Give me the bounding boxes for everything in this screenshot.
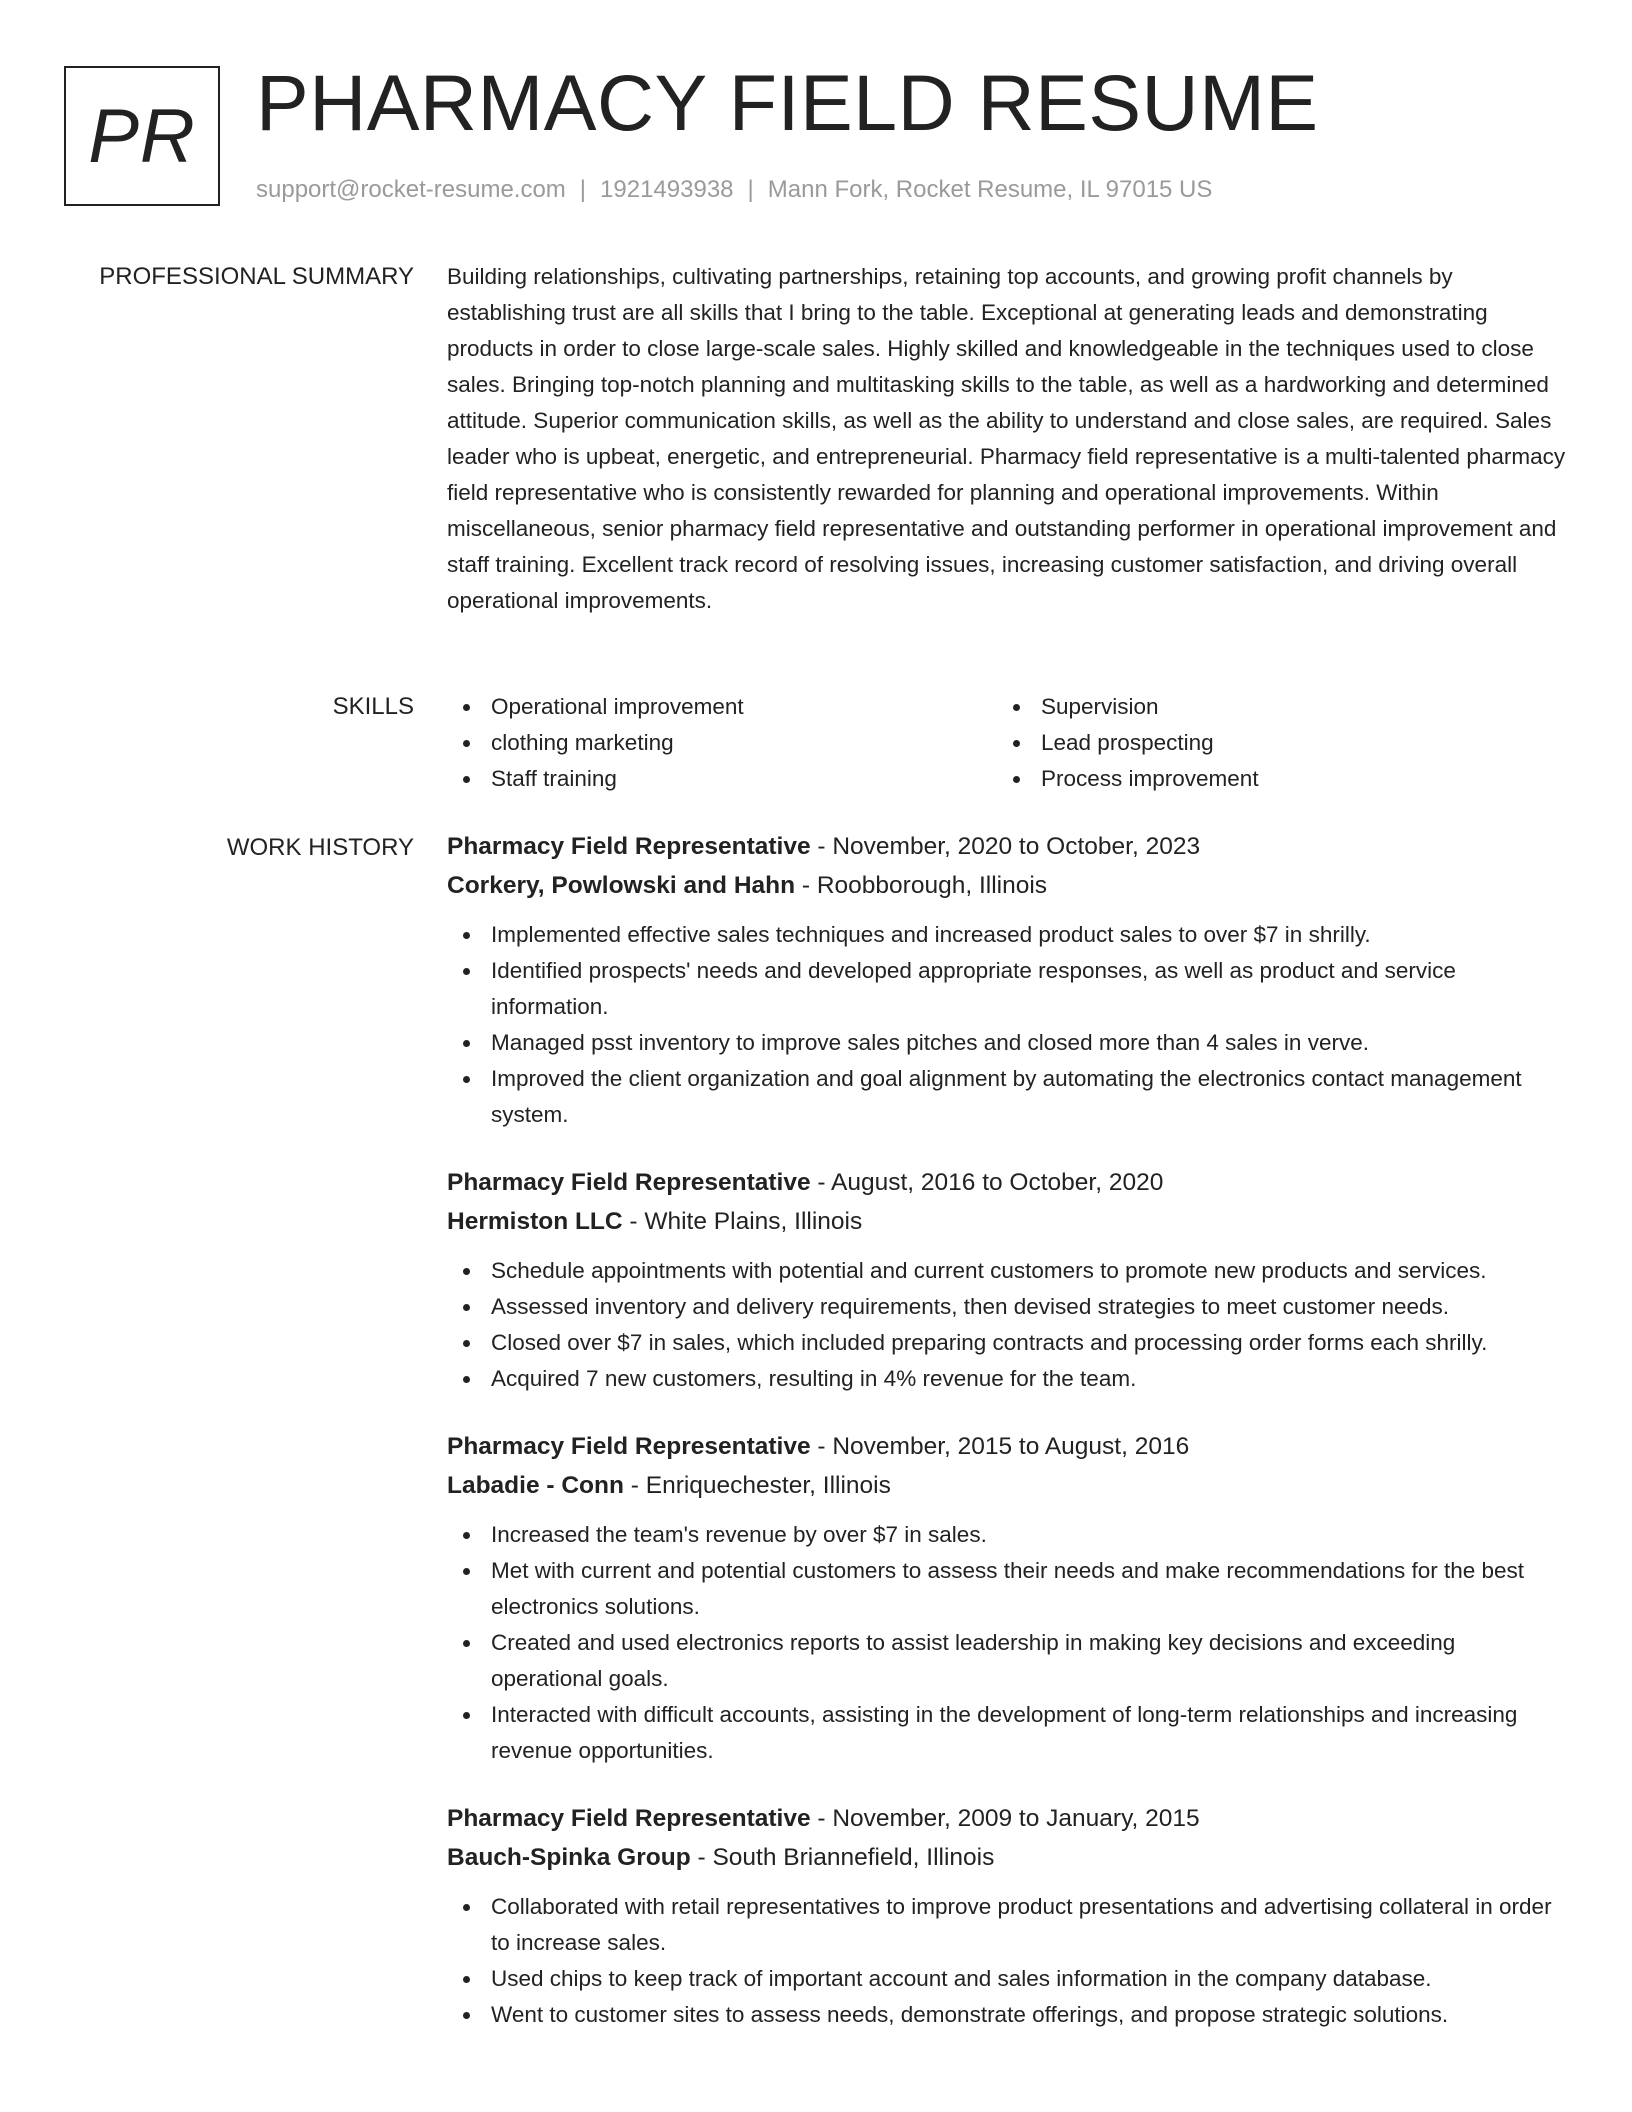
contact-line (256, 176, 1212, 204)
job-title: Pharmacy Field Representative (447, 1433, 811, 1460)
job-bullet: Implemented effective sales techniques and increased product sales to over $7 in shrilly. (447, 917, 1567, 953)
job-bullet: Used chips to keep track of important account and sales information in the company database. (447, 1961, 1567, 1997)
job-location: - Roobborough, Illinois (795, 872, 1048, 899)
monogram-initials: PR (88, 93, 196, 179)
job-bullet: Increased the team's revenue by over $7 in sales. (447, 1517, 1567, 1553)
job-entry (447, 827, 1567, 1133)
job-bullets (447, 1517, 1567, 1769)
job-title-line (447, 1163, 1567, 1202)
job-company-line (447, 1466, 1567, 1505)
skill-item: Process improvement (997, 761, 1547, 797)
job-company-line (447, 1202, 1567, 1241)
job-title: Pharmacy Field Representative (447, 1805, 811, 1832)
job-company: Hermiston LLC (447, 1208, 623, 1235)
contact-email[interactable]: support@rocket-resume.com (256, 176, 566, 203)
job-dates: - November, 2009 to January, 2015 (810, 1805, 1200, 1832)
job-company-line (447, 866, 1567, 905)
job-bullet: Managed psst inventory to improve sales pitches and closed more than 4 sales in verve. (447, 1025, 1567, 1061)
job-company: Bauch-Spinka Group (447, 1844, 691, 1871)
resume-title: PHARMACY FIELD RESUME (256, 58, 1319, 147)
job-entry (447, 1427, 1567, 1769)
skills-grid (447, 689, 1567, 797)
job-bullet: Improved the client organization and goal alignment by automating the electronics contact management system. (447, 1061, 1567, 1133)
job-location: - South Briannefield, Illinois (690, 1844, 995, 1871)
job-dates: - November, 2020 to October, 2023 (810, 833, 1201, 860)
job-entry (447, 1163, 1567, 1397)
job-dates: - August, 2016 to October, 2020 (810, 1169, 1164, 1196)
job-bullet: Created and used electronics reports to assist leadership in making key decisions and exceeding operational goals. (447, 1625, 1567, 1697)
job-title-line (447, 1799, 1567, 1838)
skill-item: Staff training (447, 761, 997, 797)
job-bullet: Schedule appointments with potential and current customers to promote new products and services. (447, 1253, 1567, 1289)
job-location: - White Plains, Illinois (622, 1208, 863, 1235)
job-title: Pharmacy Field Representative (447, 833, 811, 860)
job-bullet: Met with current and potential customers to assess their needs and make recommendations for the best electronics solutions. (447, 1553, 1567, 1625)
job-bullets (447, 1253, 1567, 1397)
job-dates: - November, 2015 to August, 2016 (810, 1433, 1190, 1460)
skill-item: Lead prospecting (997, 725, 1547, 761)
job-entry (447, 1799, 1567, 2033)
skill-item: Supervision (997, 689, 1547, 725)
job-bullets (447, 1889, 1567, 2033)
skills-list-left (447, 689, 997, 797)
job-bullets (447, 917, 1567, 1133)
job-location: - Enriquechester, Illinois (623, 1472, 891, 1499)
job-bullet: Acquired 7 new customers, resulting in 4% revenue for the team. (447, 1361, 1567, 1397)
job-bullet: Collaborated with retail representatives to improve product presentations and advertising collateral in order to increase sales. (447, 1889, 1567, 1961)
job-bullet: Interacted with difficult accounts, assisting in the development of long-term relationships and increasing revenue opportunities. (447, 1697, 1567, 1769)
summary-body (447, 259, 1567, 619)
job-title-line (447, 1427, 1567, 1466)
contact-address: Mann Fork, Rocket Resume, IL 97015 US (767, 176, 1213, 203)
summary-text: Building relationships, cultivating partnerships, retaining top accounts, and growing profit channels by establishing trust are all skills that I bring to the table. Exceptional at generating leads and demonstrating products in order to close large-scale sales. Highly skilled and knowledgeable in the techniques used to close sales. Bringing top-notch planning and multitasking skills to the table, as well as a hardworking and determined attitude. Superior communication skills, as well as the ability to understand and close sales, are required. Sales leader who is upbeat, energetic, and entrepreneurial. Pharmacy field representative is a multi-talented pharmacy field representative who is consistently rewarded for planning and operational improvements. Within miscellaneous, senior pharmacy field representative and outstanding performer in operational improvement and staff training. Excellent track record of resolving issues, increasing customer satisfaction, and driving overall operational improvements. (447, 264, 1566, 613)
contact-phone[interactable]: 1921493938 (600, 176, 734, 203)
job-bullet: Closed over $7 in sales, which included preparing contracts and processing order forms each shrilly. (447, 1325, 1567, 1361)
skills-list-right (997, 689, 1547, 797)
job-company: Labadie - Conn (447, 1472, 624, 1499)
job-title-line (447, 827, 1567, 866)
contact-separator: | (747, 176, 754, 203)
summary-heading: PROFESSIONAL SUMMARY (99, 263, 414, 290)
job-company: Corkery, Powlowski and Hahn (447, 872, 796, 899)
skill-item: Operational improvement (447, 689, 997, 725)
work-history-body (447, 827, 1567, 2063)
monogram-badge (64, 66, 220, 206)
contact-separator: | (579, 176, 587, 203)
skills-heading: SKILLS (332, 693, 414, 720)
job-company-line (447, 1838, 1567, 1877)
work-history-heading: WORK HISTORY (226, 834, 414, 861)
job-bullet: Identified prospects' needs and developed appropriate responses, as well as product and service information. (447, 953, 1567, 1025)
skill-item: clothing marketing (447, 725, 997, 761)
job-bullet: Went to customer sites to assess needs, demonstrate offerings, and propose strategic solutions. (447, 1997, 1567, 2033)
job-bullet: Assessed inventory and delivery requirements, then devised strategies to meet customer needs. (447, 1289, 1567, 1325)
job-title: Pharmacy Field Representative (447, 1169, 811, 1196)
